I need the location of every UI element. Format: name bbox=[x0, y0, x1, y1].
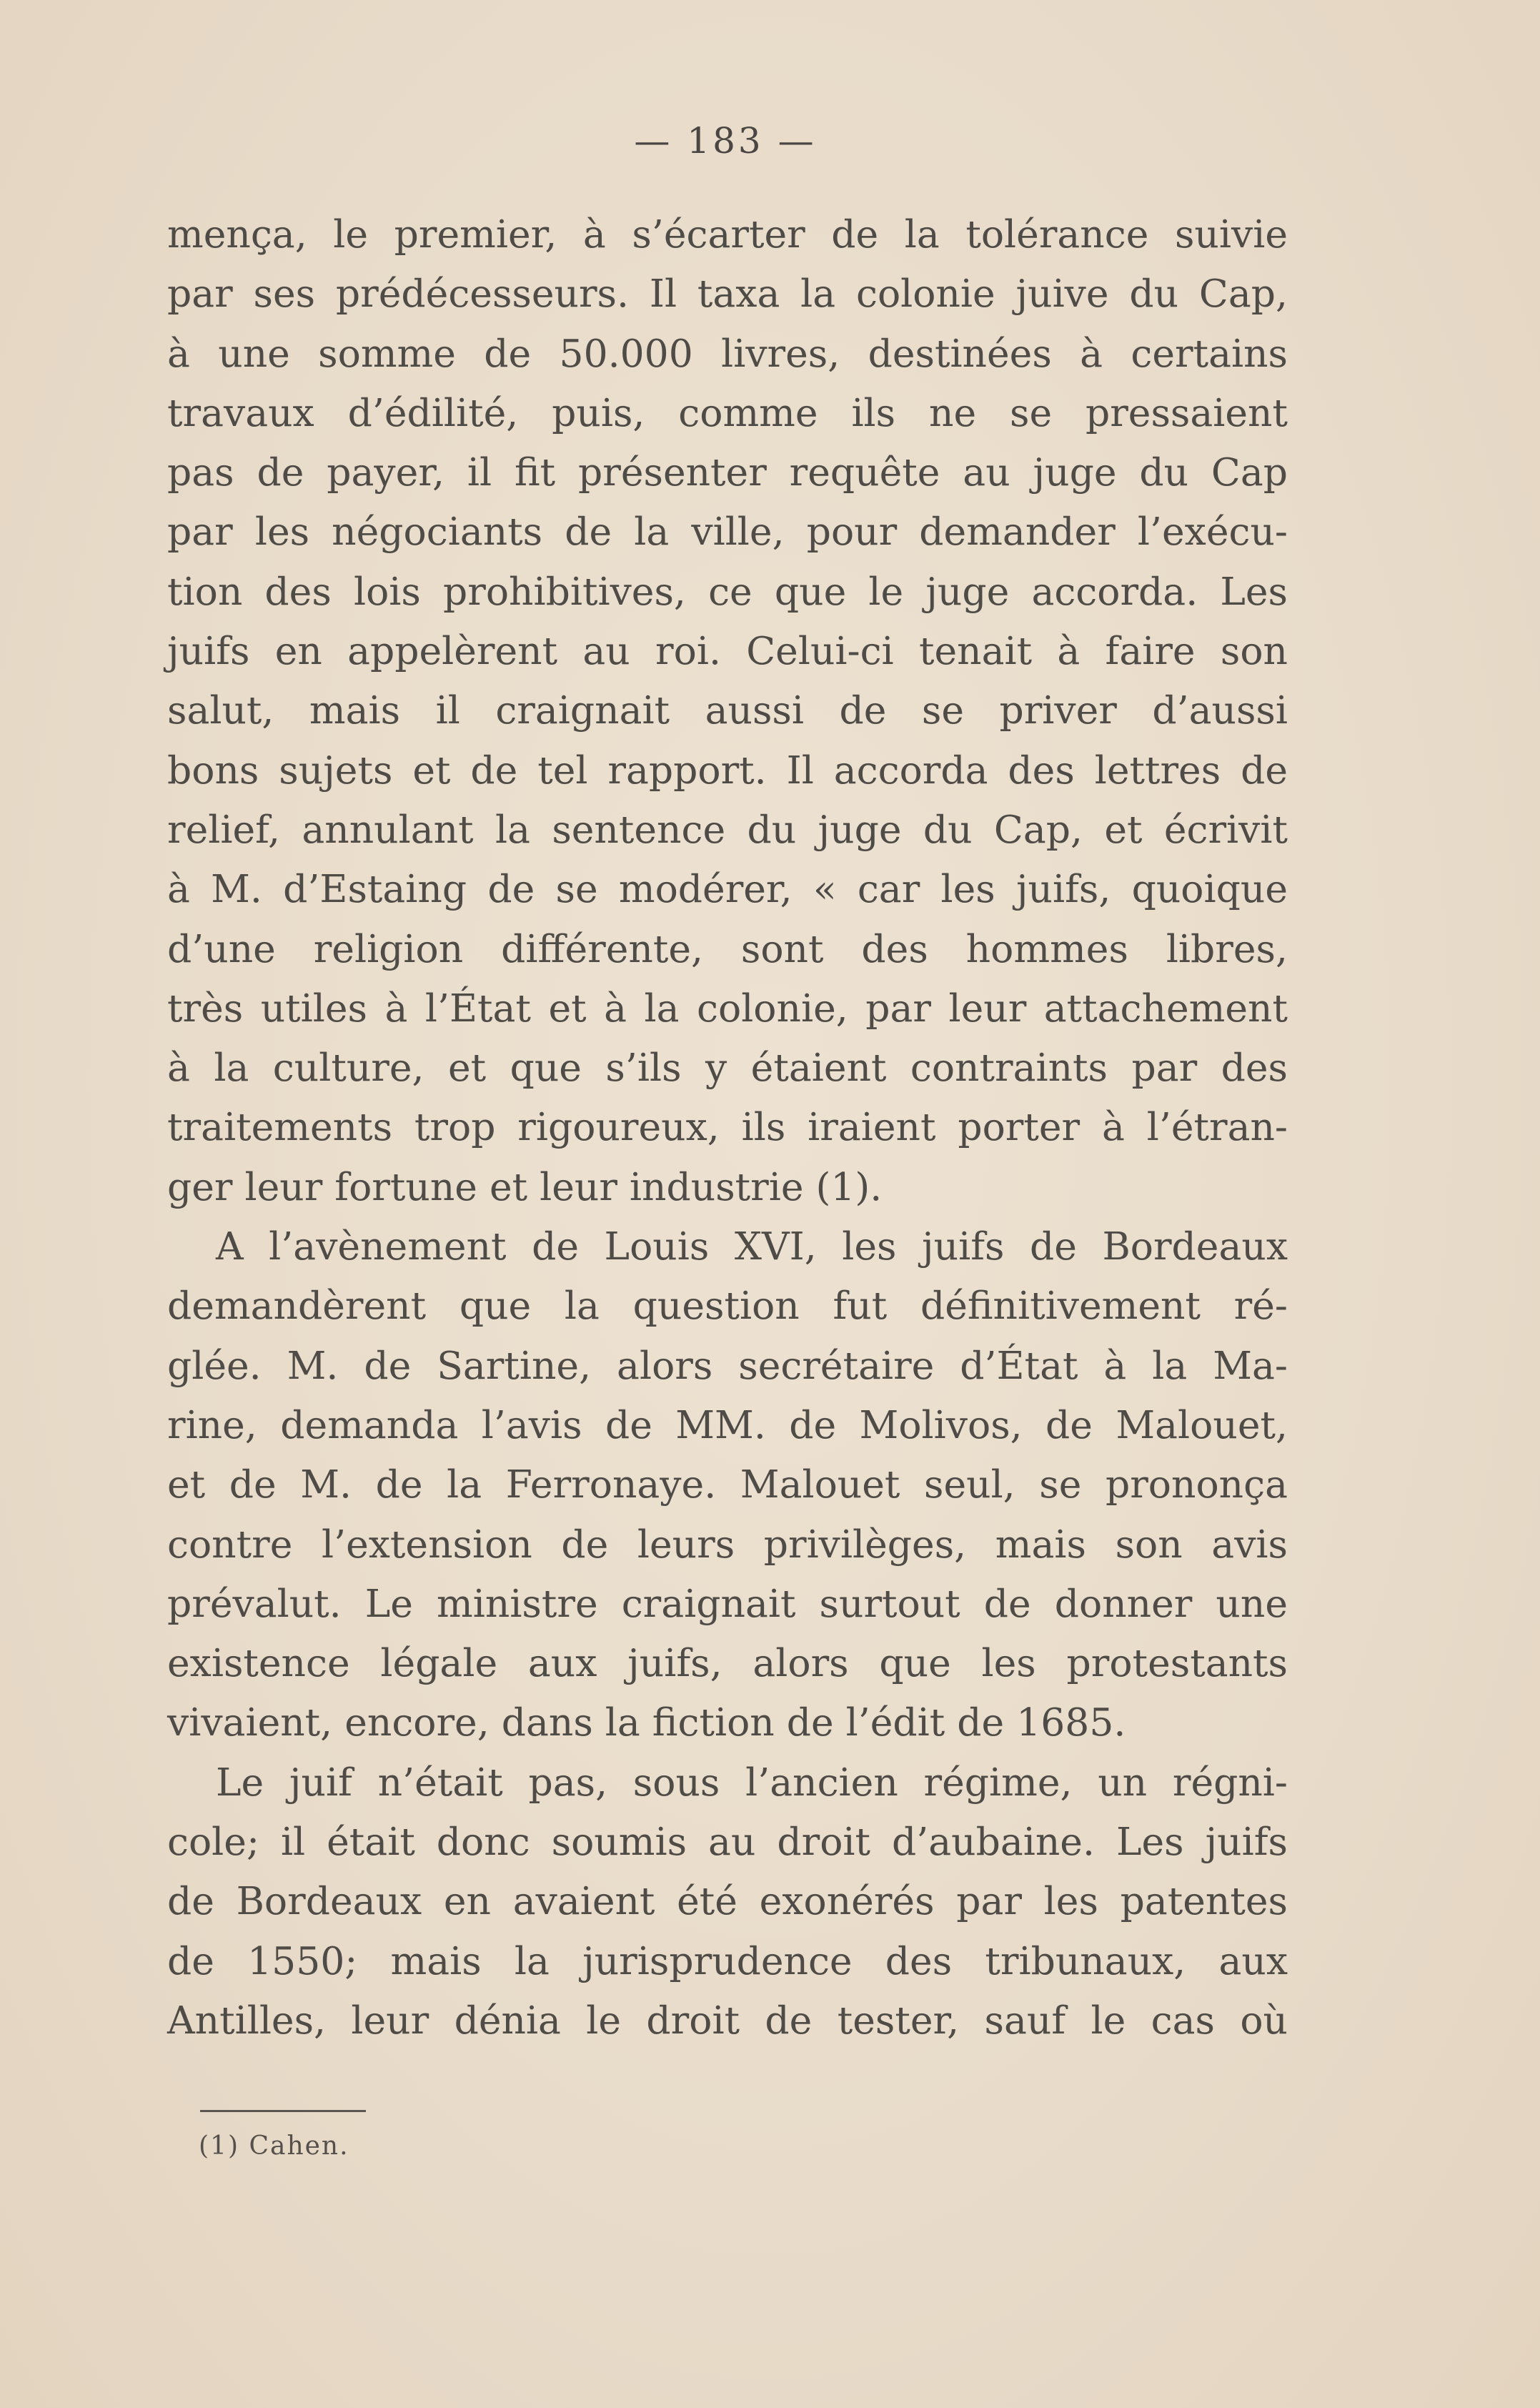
text-line: demandèrent que la question fut définitivement ré- bbox=[167, 1283, 1288, 1329]
text-line: ger leur fortune et leur industrie (1). bbox=[167, 1164, 883, 1209]
text-line: bons sujets et de tel rapport. Il accorda des lettres de bbox=[167, 747, 1288, 793]
paragraph-start-line: A l’avènement de Louis XVI, les juifs de Bordeaux bbox=[216, 1224, 1288, 1269]
text-line: de Bordeaux en avaient été exonérés par les patentes bbox=[167, 1878, 1288, 1924]
text-line: à une somme de 50.000 livres, destinées à certains bbox=[167, 330, 1288, 376]
text-line: glée. M. de Sartine, alors secrétaire d’État à la Ma- bbox=[167, 1342, 1288, 1388]
text-line: juifs en appelèrent au roi. Celui-ci tenait à faire son bbox=[167, 628, 1288, 674]
text-line: par ses prédécesseurs. Il taxa la colonie juive du Cap, bbox=[167, 271, 1288, 317]
text-line: salut, mais il craignait aussi de se priver d’aussi bbox=[167, 688, 1288, 733]
paragraph-start-line: Le juif n’était pas, sous l’ancien régime, un régni- bbox=[216, 1759, 1288, 1805]
text-line: à la culture, et que s’ils y étaient contraints par des bbox=[167, 1045, 1288, 1091]
text-line: Antilles, leur dénia le droit de tester, sauf le cas où bbox=[167, 1997, 1288, 2043]
text-line: travaux d’édilité, puis, comme ils ne se pressaient bbox=[167, 390, 1288, 435]
text-line: mença, le premier, à s’écarter de la tolérance suivie bbox=[167, 212, 1288, 257]
text-line: relief, annulant la sentence du juge du Cap, et écrivit bbox=[167, 806, 1288, 852]
text-line: traitements trop rigoureux, ils iraient porter à l’étran- bbox=[167, 1104, 1288, 1150]
text-line: tion des lois prohibitives, ce que le juge accorda. Les bbox=[167, 568, 1288, 614]
text-line: existence légale aux juifs, alors que les protestants bbox=[167, 1640, 1288, 1686]
text-line: prévalut. Le ministre craignait surtout de donner une bbox=[167, 1580, 1288, 1626]
text-line: rine, demanda l’avis de MM. de Molivos, de Malouet, bbox=[167, 1402, 1288, 1447]
footnote: (1) Cahen. bbox=[199, 2131, 349, 2161]
text-line: contre l’extension de leurs privilèges, mais son avis bbox=[167, 1521, 1288, 1567]
text-line: d’une religion différente, sont des hommes libres, bbox=[167, 926, 1288, 971]
text-line: pas de payer, il fit présenter requête au juge du Cap bbox=[167, 450, 1288, 495]
footnote-divider bbox=[200, 2110, 366, 2112]
text-line: cole; il était donc soumis au droit d’aubaine. Les juifs bbox=[167, 1819, 1288, 1865]
page-number: — 183 — bbox=[634, 120, 817, 162]
text-line: par les négociants de la ville, pour demander l’exécu- bbox=[167, 509, 1288, 555]
text-line: très utiles à l’État et à la colonie, par leur attachement bbox=[167, 985, 1288, 1031]
text-line: de 1550; mais la jurisprudence des tribunaux, aux bbox=[167, 1938, 1288, 1983]
text-line: à M. d’Estaing de se modérer, « car les juifs, quoique bbox=[167, 866, 1288, 912]
body-text bbox=[167, 204, 1288, 2050]
text-line: vivaient, encore, dans la fiction de l’édit de 1685. bbox=[167, 1700, 1126, 1745]
text-line: et de M. de la Ferronaye. Malouet seul, se prononça bbox=[167, 1462, 1288, 1507]
